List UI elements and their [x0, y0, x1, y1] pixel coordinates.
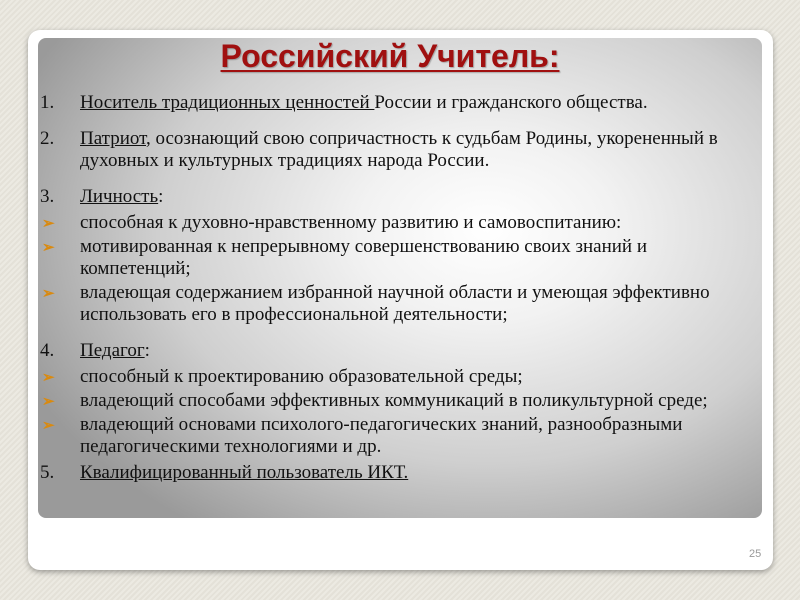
item-text: России и гражданского общества.	[374, 92, 648, 113]
page-number: 25	[749, 548, 762, 560]
bullet-item	[40, 236, 760, 280]
bullet-item	[40, 212, 760, 234]
arrow-chevron-icon: ➢	[42, 418, 55, 434]
arrow-chevron-icon: ➢	[42, 286, 55, 302]
item-number: 5.	[40, 462, 55, 483]
bullet-item	[40, 390, 760, 412]
list-item-4	[40, 340, 760, 362]
list-item-5	[40, 462, 760, 484]
bullet-text: владеющий способами эффективных коммуникаций в поликультурной среде;	[80, 390, 708, 411]
arrow-chevron-icon: ➢	[42, 370, 55, 386]
item-label-underlined: Патриот	[80, 128, 146, 149]
slide-title: Российский Учитель:	[220, 38, 560, 74]
bullet-text: владеющий основами психолого-педагогических знаний, разнообразными педагогическими технологиями и др.	[80, 414, 683, 457]
bullet-item	[40, 414, 760, 458]
bullet-text: способный к проектированию образовательной среды;	[80, 366, 523, 387]
item-text: , осознающий свою сопричастность к судьбам Родины, укорененный в духовных и культурных традициях народа России.	[80, 128, 718, 171]
list-item-1	[40, 92, 760, 114]
bullet-text: мотивированная к непрерывному совершенствованию своих знаний и компетенций;	[80, 236, 647, 279]
list-item-3	[40, 186, 760, 208]
slide-content	[40, 92, 760, 484]
item-number: 2.	[40, 128, 55, 149]
item-number: 1.	[40, 92, 55, 113]
item-label-underlined: Педагог	[80, 340, 145, 361]
arrow-chevron-icon: ➢	[42, 216, 55, 232]
list-item-2	[40, 128, 760, 172]
item-number: 4.	[40, 340, 55, 361]
item-number: 3.	[40, 186, 55, 207]
bullet-text: способная к духовно-нравственному развитию и самовоспитанию:	[80, 212, 622, 233]
item-text: :	[144, 340, 150, 361]
item-label-underlined: Носитель традиционных ценностей	[80, 92, 375, 113]
item-label-underlined: Личность	[80, 186, 159, 207]
item-text: :	[158, 186, 164, 207]
arrow-chevron-icon: ➢	[42, 394, 55, 410]
arrow-chevron-icon: ➢	[42, 240, 55, 256]
item-label-underlined: Квалифицированный пользователь ИКТ.	[80, 462, 409, 483]
bullet-item	[40, 282, 760, 326]
bullet-text: владеющая содержанием избранной научной области и умеющая эффективно использовать его в профессиональной деятельности;	[80, 282, 710, 325]
bullet-item	[40, 366, 760, 388]
